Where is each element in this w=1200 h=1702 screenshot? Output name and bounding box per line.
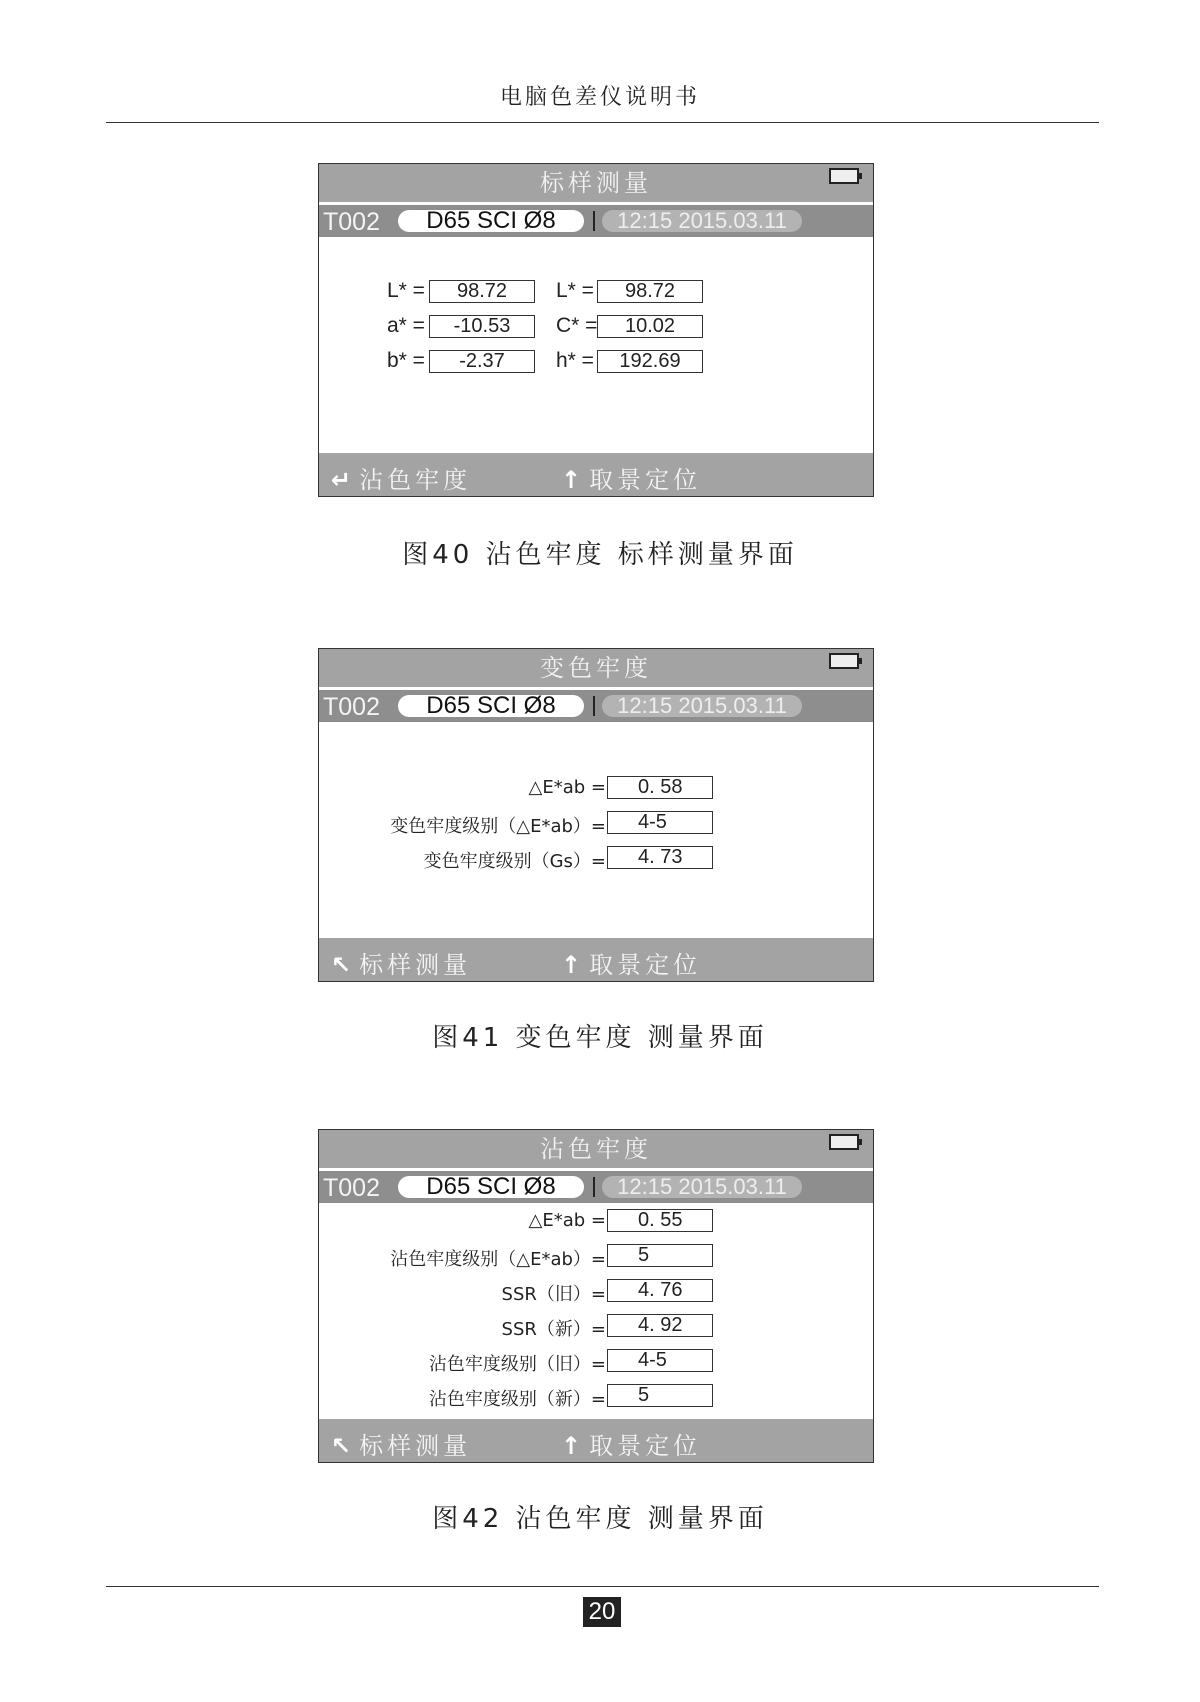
label-ssr-old: SSR（旧）=: [501, 1284, 606, 1305]
datetime: 12:15 2015.03.11: [602, 1176, 802, 1198]
value-grade-de: 4-5: [607, 811, 713, 834]
label-grade-de: 变色牢度级别（△E*ab）=: [390, 816, 606, 837]
measure-mode: D65 SCI Ø8: [398, 210, 584, 232]
battery-icon: [829, 168, 859, 184]
label-delta-e: △E*ab =: [528, 777, 606, 798]
softkey-left[interactable]: [331, 460, 471, 495]
label-a: a* =: [387, 314, 425, 337]
label-h: h* =: [556, 349, 594, 372]
softkey-right[interactable]: [561, 460, 701, 495]
figure-caption-41: 图41 变色牢度 测量界面: [432, 1023, 768, 1053]
divider: [593, 696, 595, 716]
label-grade-gs: 变色牢度级别（Gs）=: [423, 851, 606, 872]
sample-id: T002: [323, 1174, 380, 1202]
up-arrow-icon: ↑: [561, 1432, 586, 1460]
status-bar: [319, 205, 873, 237]
value-delta-e: 0. 55: [607, 1209, 713, 1232]
value-ssr-old: 4. 76: [607, 1279, 713, 1302]
value-L2: 98.72: [597, 280, 703, 303]
softkey-right-label: 取景定位: [589, 466, 702, 494]
status-bar: [319, 1171, 873, 1203]
page-number: 20: [583, 1597, 621, 1627]
softkey-left[interactable]: [331, 945, 471, 980]
softkey-left-label: 标样测量: [359, 951, 472, 979]
softkey-right[interactable]: [561, 1426, 701, 1461]
softkey-bar: [319, 453, 873, 496]
value-grade-new: 5: [607, 1384, 713, 1407]
screen-title: 变色牢度: [319, 649, 873, 687]
label-C: C* =: [556, 314, 598, 337]
screen-standard-measurement: [318, 163, 874, 497]
label-L: L* =: [387, 279, 425, 302]
label-ssr-new: SSR（新）=: [501, 1319, 606, 1340]
label-grade-new: 沾色牢度级别（新）=: [428, 1389, 606, 1410]
datetime: 12:15 2015.03.11: [602, 210, 802, 232]
screen-title: 标样测量: [319, 164, 873, 202]
figure-caption-40: 图40 沾色牢度 标样测量界面: [402, 540, 798, 570]
value-grade-gs: 4. 73: [607, 846, 713, 869]
value-C: 10.02: [597, 315, 703, 338]
battery-icon: [829, 1134, 859, 1150]
value-delta-e: 0. 58: [607, 776, 713, 799]
datetime: 12:15 2015.03.11: [602, 695, 802, 717]
value-ssr-new: 4. 92: [607, 1314, 713, 1337]
status-bar: [319, 690, 873, 722]
back-arrow-icon: ↵: [331, 466, 356, 494]
up-left-arrow-icon: ↖: [331, 951, 356, 979]
label-grade-de: 沾色牢度级别（△E*ab）=: [390, 1249, 606, 1270]
value-a: -10.53: [429, 315, 535, 338]
up-arrow-icon: ↑: [561, 466, 586, 494]
softkey-right-label: 取景定位: [589, 1432, 702, 1460]
label-L2: L* =: [556, 279, 594, 302]
sample-id: T002: [323, 693, 380, 721]
screen-color-change-fastness: [318, 648, 874, 982]
divider: [593, 1177, 595, 1197]
value-grade-old: 4-5: [607, 1349, 713, 1372]
softkey-bar: [319, 938, 873, 981]
screen-title: 沾色牢度: [319, 1130, 873, 1168]
value-b: -2.37: [429, 350, 535, 373]
value-L: 98.72: [429, 280, 535, 303]
softkey-bar: [319, 1419, 873, 1462]
header-divider: [106, 122, 1099, 123]
up-arrow-icon: ↑: [561, 951, 586, 979]
up-left-arrow-icon: ↖: [331, 1432, 356, 1460]
value-grade-de: 5: [607, 1244, 713, 1267]
value-h: 192.69: [597, 350, 703, 373]
sample-id: T002: [323, 208, 380, 236]
softkey-right-label: 取景定位: [589, 951, 702, 979]
measure-mode: D65 SCI Ø8: [398, 1176, 584, 1198]
footer-divider: [106, 1586, 1099, 1587]
divider: [593, 211, 595, 231]
battery-icon: [829, 653, 859, 669]
label-grade-old: 沾色牢度级别（旧）=: [428, 1354, 606, 1375]
softkey-left-label: 沾色牢度: [359, 466, 472, 494]
label-delta-e: △E*ab =: [528, 1210, 606, 1231]
softkey-left[interactable]: [331, 1426, 471, 1461]
softkey-left-label: 标样测量: [359, 1432, 472, 1460]
page-header: 电脑色差仪说明书: [499, 85, 700, 110]
label-b: b* =: [387, 349, 425, 372]
screen-staining-fastness: [318, 1129, 874, 1463]
figure-caption-42: 图42 沾色牢度 测量界面: [432, 1504, 768, 1534]
softkey-right[interactable]: [561, 945, 701, 980]
measure-mode: D65 SCI Ø8: [398, 695, 584, 717]
